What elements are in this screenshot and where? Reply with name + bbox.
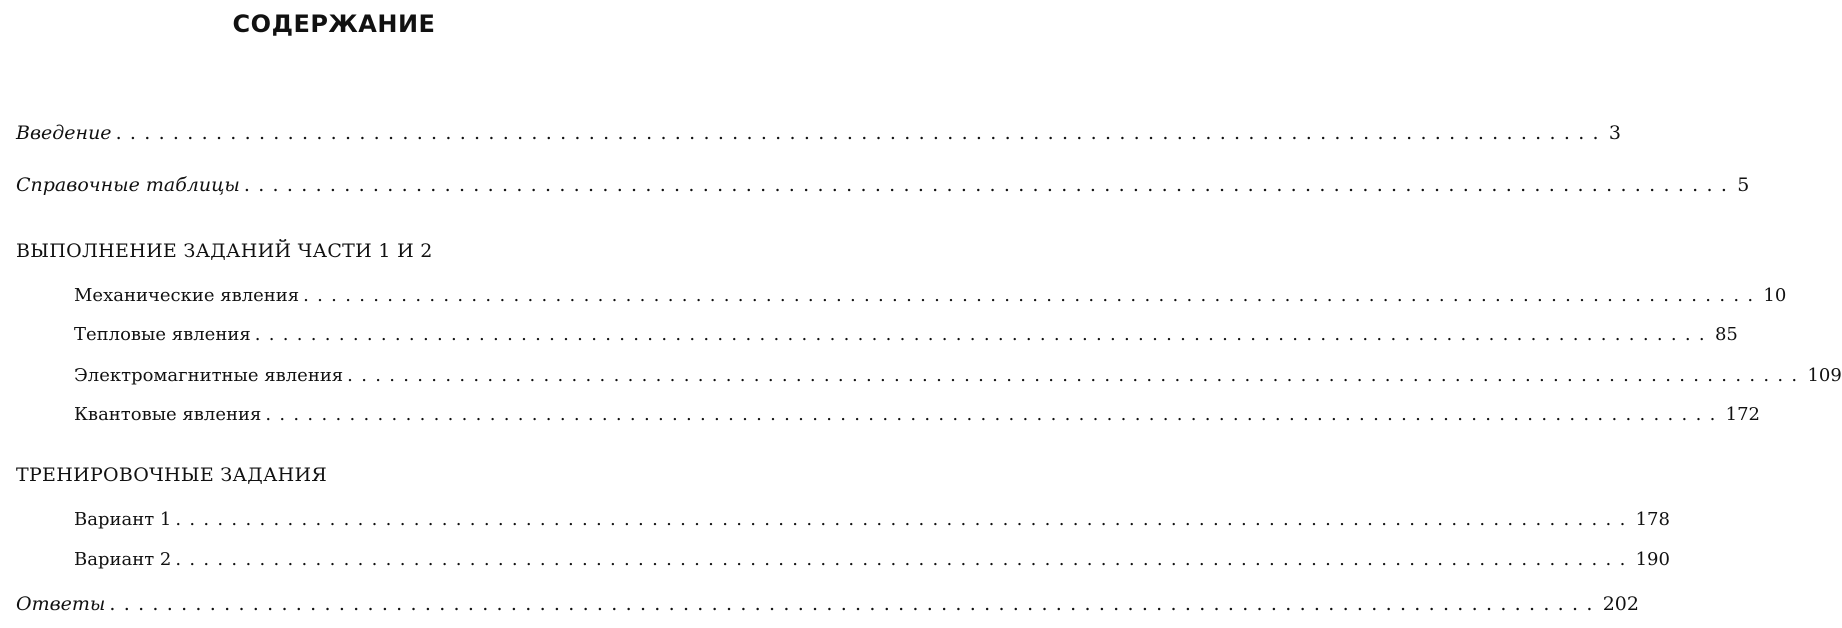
toc-entry-label: Электромагнитные явления: [74, 365, 344, 386]
toc-entry-answers[interactable]: [16, 589, 1639, 619]
toc-entry-label: Вариант 2: [74, 549, 172, 570]
toc-entry-introduction[interactable]: [16, 118, 1621, 148]
dot-leader: ........................................................................................................: [265, 404, 1724, 425]
toc-entry-label: Введение: [16, 122, 112, 144]
toc-entry-page-number: 190: [1635, 549, 1670, 570]
page-title: СОДЕРЖАНИЕ: [232, 10, 436, 38]
toc-entry-variant-2[interactable]: [74, 545, 1670, 575]
section-heading-training-tasks: ТРЕНИРОВОЧНЫЕ ЗАДАНИЯ: [16, 464, 328, 486]
toc-entry-label: Механические явления: [74, 285, 300, 306]
toc-entry-variant-1[interactable]: [74, 505, 1670, 535]
toc-entry-page-number: 202: [1602, 593, 1639, 615]
dot-leader: ........................................................................................................: [303, 285, 1762, 306]
dot-leader: ........................................................................................................: [243, 174, 1736, 196]
toc-entry-page-number: 85: [1714, 324, 1738, 345]
dot-leader: ........................................................................................................: [254, 324, 1713, 345]
toc-entry-page-number: 5: [1737, 174, 1750, 196]
toc-entry-label: Справочные таблицы: [16, 174, 240, 196]
toc-entry-page-number: 172: [1725, 404, 1760, 425]
toc-entry-page-number: 178: [1635, 509, 1670, 530]
toc-entry-page-number: 3: [1608, 122, 1621, 144]
toc-entry-reference-tables[interactable]: [16, 170, 1750, 200]
toc-entry-label: Вариант 1: [74, 509, 172, 530]
toc-entry-thermal[interactable]: [74, 320, 1738, 350]
dot-leader: ........................................................................................................: [109, 593, 1601, 615]
dot-leader: ........................................................................................................: [175, 549, 1634, 570]
section-heading-part-1-2: ВЫПОЛНЕНИЕ ЗАДАНИЙ ЧАСТИ 1 И 2: [16, 240, 433, 262]
toc-entry-label: Тепловые явления: [74, 324, 251, 345]
dot-leader: ........................................................................................................: [347, 365, 1806, 386]
toc-entry-quantum[interactable]: [74, 400, 1760, 430]
toc-entry-electromagnetic[interactable]: [74, 361, 1842, 391]
toc-entry-mechanical[interactable]: [74, 281, 1787, 311]
toc-entry-page-number: 10: [1763, 285, 1787, 306]
toc-entry-label: Ответы: [16, 593, 106, 615]
toc-entry-page-number: 109: [1807, 365, 1842, 386]
dot-leader: ........................................................................................................: [115, 122, 1607, 144]
toc-entry-label: Квантовые явления: [74, 404, 262, 425]
dot-leader: ........................................................................................................: [175, 509, 1634, 530]
